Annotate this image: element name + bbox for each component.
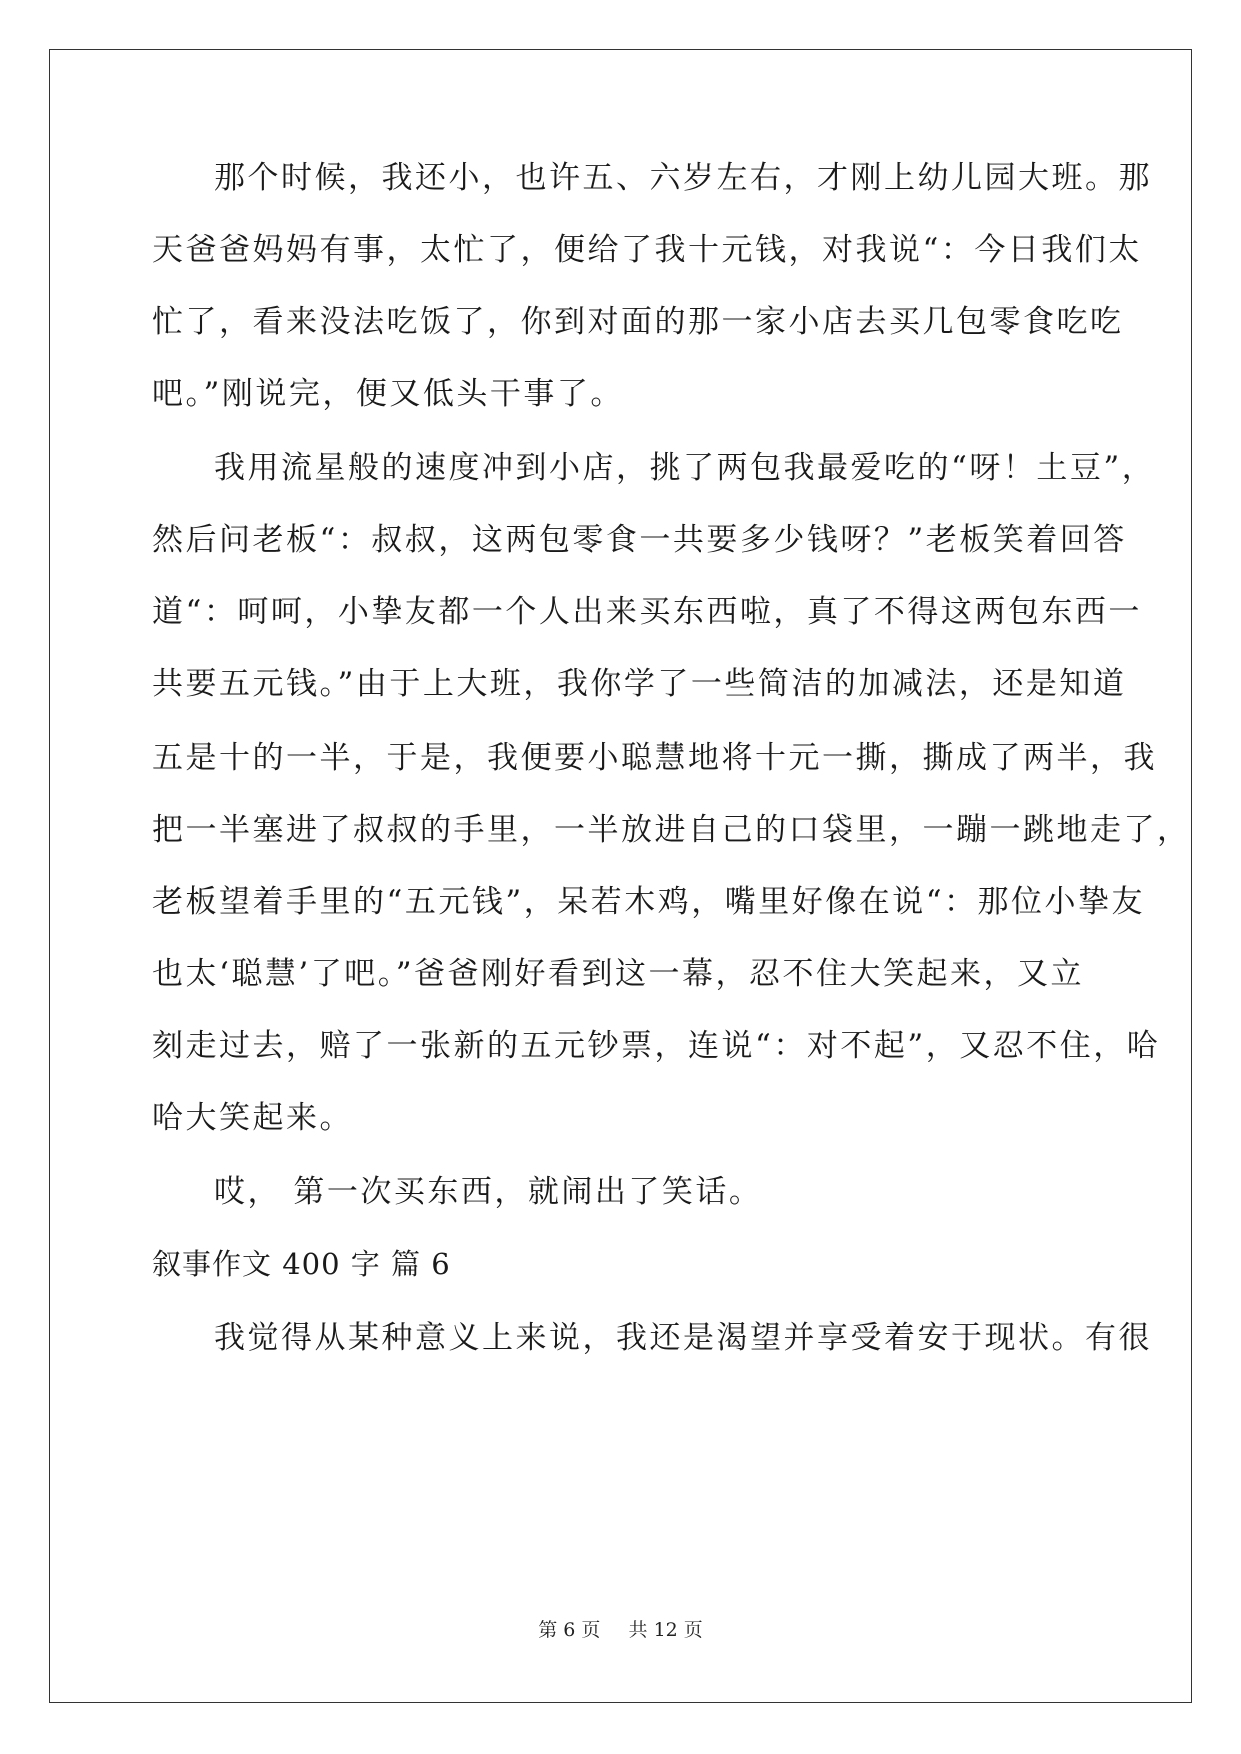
paragraph-line: 老板望着手里的“五元钱”，呆若木鸡，嘴里好像在说“：那位小挚友: [152, 884, 1146, 920]
paragraph-line: 五是十的一半，于是，我便要小聪慧地将十元一撕，撕成了两半，我: [152, 740, 1157, 776]
paragraph-line: 忙了，看来没法吃饭了，你到对面的那一家小店去买几包零食吃吃: [152, 304, 1124, 340]
page-number: 第 6 页: [538, 1619, 601, 1641]
paragraph-line: 吧。”刚说完，便又低头干事了。: [152, 376, 624, 412]
paragraph-line: 也太‘聪慧’了吧。”爸爸刚好看到这一幕，忍不住大笑起来，又立: [152, 956, 1085, 992]
paragraph-line: 共要五元钱。”由于上大班，我你学了一些简洁的加减法，还是知道: [152, 666, 1127, 702]
paragraph-line: 刻走过去，赔了一张新的五元钞票，连说“：对不起”，又忍不住，哈: [152, 1028, 1161, 1064]
page-border: [49, 49, 1192, 1703]
section-heading: 叙事作文 400 字 篇 6: [152, 1247, 451, 1281]
paragraph-line: 然后问老板“：叔叔，这两包零食一共要多少钱呀？”老板笑着回答: [152, 522, 1127, 558]
paragraph-line: 道“：呵呵，小挚友都一个人出来买东西啦，真了不得这两包东西一: [152, 594, 1142, 630]
paragraph-line: 哈大笑起来。: [152, 1100, 353, 1136]
paragraph-line: 哎， 第一次买东西，就闹出了笑话。: [214, 1174, 763, 1210]
paragraph-line: 我用流星般的速度冲到小店，挑了两包我最爱吃的“呀！土豆”，: [214, 450, 1156, 486]
paragraph-line: 那个时候，我还小，也许五、六岁左右，才刚上幼儿园大班。那: [214, 160, 1152, 196]
paragraph-line: 把一半塞进了叔叔的手里，一半放进自己的口袋里，一蹦一跳地走了，: [152, 812, 1191, 848]
page-total: 共 12 页: [628, 1619, 703, 1641]
paragraph-line: 天爸爸妈妈有事，太忙了，便给了我十元钱，对我说“：今日我们太: [152, 232, 1142, 268]
paragraph-line: 我觉得从某种意义上来说，我还是渴望并享受着安于现状。有很: [214, 1320, 1152, 1356]
page-footer: [0, 1618, 1241, 1642]
